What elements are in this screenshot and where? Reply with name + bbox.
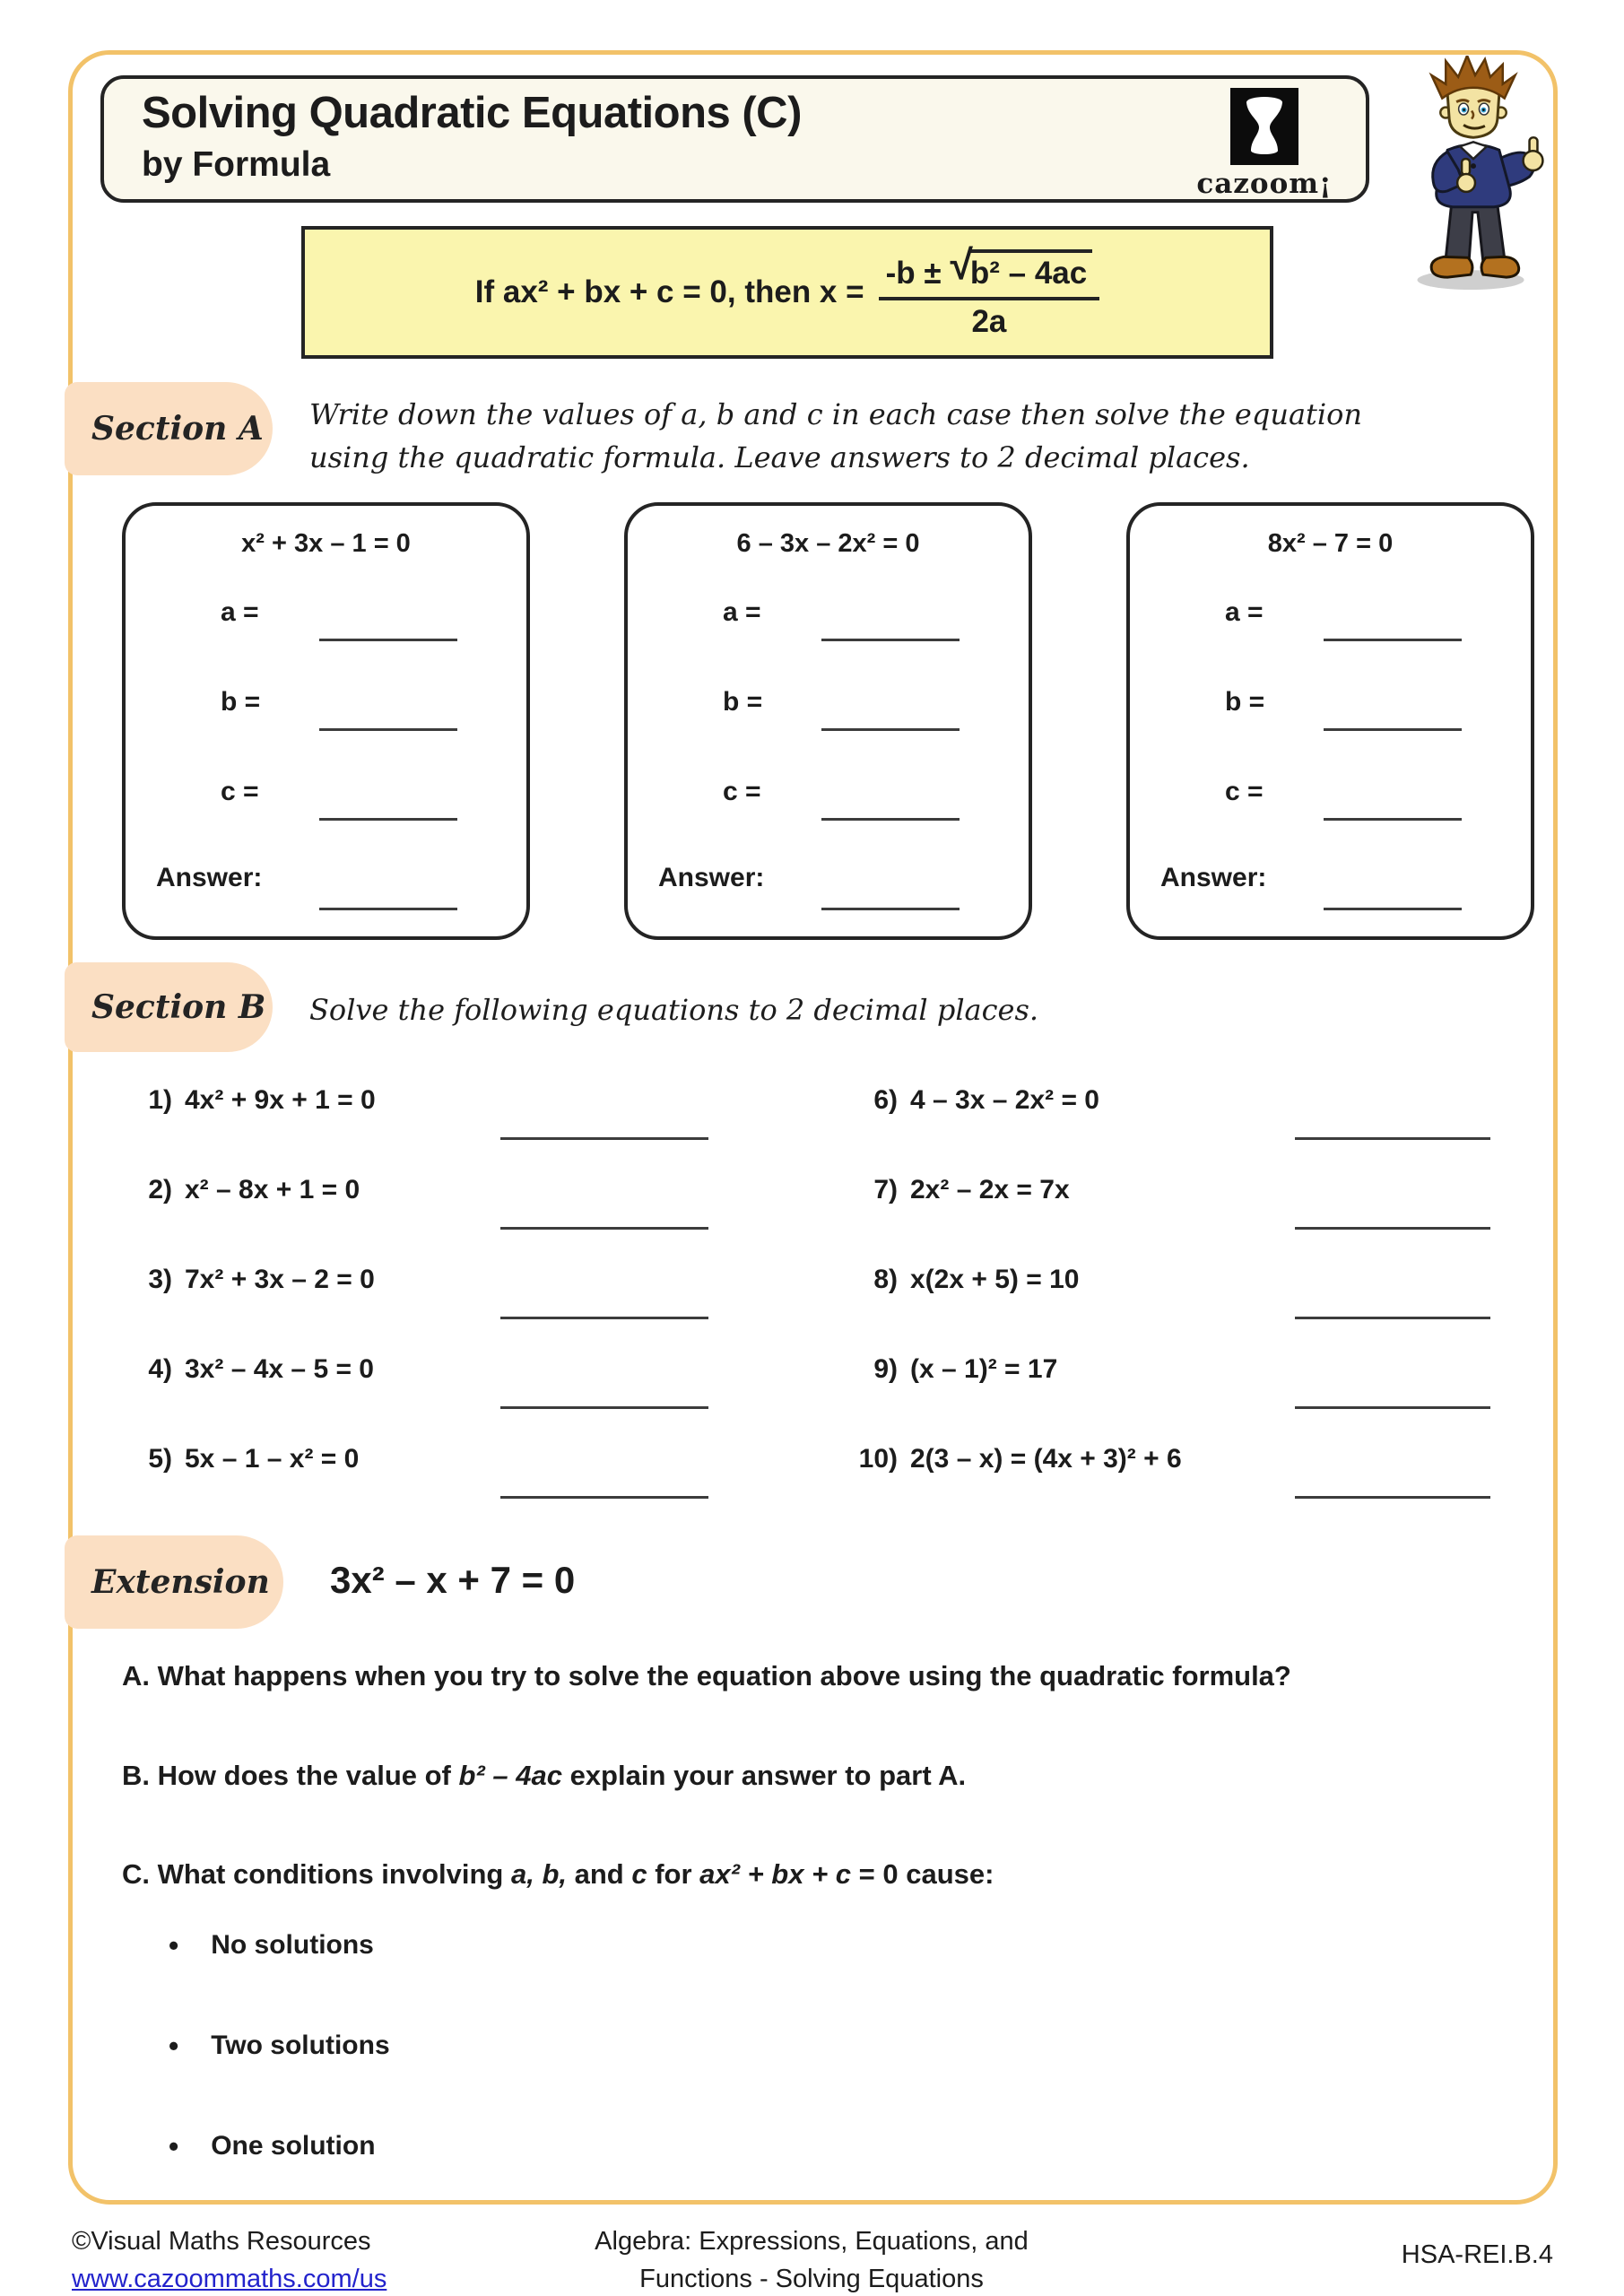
answer-label: Answer: — [658, 863, 765, 892]
bullet-text: One solution — [211, 2131, 376, 2161]
section-b-item — [838, 1175, 1490, 1205]
sb-item-equation: 2(3 – x) = (4x + 3)² + 6 — [910, 1444, 1182, 1474]
sb-item-number: 2) — [148, 1175, 172, 1205]
footer-credit — [72, 2222, 386, 2296]
coefficient-c-blank[interactable] — [1324, 818, 1462, 821]
coefficient-c-row — [1130, 777, 1531, 831]
answer-blank[interactable] — [500, 1317, 708, 1319]
section-b-item — [838, 1354, 1490, 1385]
answer-label: Answer: — [1160, 863, 1267, 892]
formula-numerator-prefix: -b ± — [885, 255, 942, 291]
coefficient-a-label: a = — [723, 597, 761, 627]
formula-denominator: 2a — [971, 303, 1007, 339]
answer-blank[interactable] — [1324, 908, 1462, 910]
cazoom-website-link[interactable]: www.cazoommaths.com/us — [72, 2265, 387, 2294]
coefficient-b-blank[interactable] — [1324, 728, 1462, 731]
coefficient-b-row — [126, 687, 526, 741]
answer-blank[interactable] — [1295, 1137, 1490, 1140]
coefficient-b-label: b = — [221, 687, 261, 717]
section-b-item — [126, 1265, 708, 1295]
answer-blank[interactable] — [500, 1496, 708, 1499]
answer-blank[interactable] — [1295, 1496, 1490, 1499]
bullet-text: Two solutions — [211, 2031, 390, 2060]
problem-equation: 6 – 3x – 2x² = 0 — [736, 529, 920, 558]
page-title: Solving Quadratic Equations (C) — [142, 89, 802, 137]
sb-item-number: 8) — [873, 1265, 898, 1294]
answer-row — [628, 863, 1029, 917]
answer-row — [126, 863, 526, 917]
sb-item-number: 4) — [148, 1354, 172, 1384]
coefficient-b-label: b = — [723, 687, 763, 717]
cazoom-logo — [1188, 88, 1341, 200]
coefficient-b-blank[interactable] — [319, 728, 457, 731]
quadratic-formula-box — [301, 226, 1273, 359]
sb-item-equation: 4x² + 9x + 1 = 0 — [185, 1085, 376, 1115]
extension-label: Extension — [65, 1535, 283, 1629]
section-b-item — [126, 1354, 708, 1385]
answer-blank[interactable] — [1295, 1406, 1490, 1409]
math-expression: b² – 4ac — [458, 1760, 562, 1791]
math-expression: c — [631, 1858, 647, 1890]
sb-item-equation: (x – 1)² = 17 — [910, 1354, 1058, 1384]
coefficient-a-blank[interactable] — [821, 639, 960, 641]
sb-item-number: 6) — [873, 1085, 898, 1115]
standard-code: HSA-REI.B.4 — [1401, 2240, 1553, 2269]
answer-label: Answer: — [156, 863, 263, 892]
section-a-label: Section A — [65, 382, 273, 475]
sb-item-equation: 3x² – 4x – 5 = 0 — [185, 1354, 374, 1384]
extension-question-a: A. What happens when you try to solve the equation above using the quadratic formula? — [122, 1660, 1291, 1692]
sb-item-number: 7) — [873, 1175, 898, 1205]
section-b-item — [126, 1085, 708, 1116]
answer-row — [1130, 863, 1531, 917]
extension-equation: 3x² – x + 7 = 0 — [330, 1559, 576, 1601]
sb-item-number: 3) — [148, 1265, 172, 1294]
square-root-expression — [950, 240, 1093, 291]
coefficient-a-row — [628, 597, 1029, 651]
section-a-problem-card — [122, 502, 530, 940]
sb-item-number: 10) — [858, 1444, 898, 1474]
answer-blank[interactable] — [1295, 1227, 1490, 1230]
coefficient-c-label: c = — [221, 777, 259, 806]
bullet-icon: • — [169, 2030, 179, 2062]
coefficient-b-blank[interactable] — [821, 728, 960, 731]
formula-radicand: b² – 4ac — [968, 249, 1092, 291]
sb-item-equation: 7x² + 3x – 2 = 0 — [185, 1265, 375, 1294]
coefficient-a-blank[interactable] — [319, 639, 457, 641]
coefficient-b-row — [628, 687, 1029, 741]
coefficient-c-blank[interactable] — [821, 818, 960, 821]
section-b-item — [838, 1444, 1490, 1474]
cazoom-drum-icon — [1230, 88, 1298, 165]
copyright-text: ©Visual Maths Resources — [72, 2227, 371, 2256]
sb-item-equation: 2x² – 2x = 7x — [910, 1175, 1070, 1205]
math-expression: ax² + bx + c — [699, 1858, 852, 1890]
coefficient-c-row — [628, 777, 1029, 831]
section-b-item — [838, 1265, 1490, 1295]
section-b-item — [126, 1175, 708, 1205]
answer-blank[interactable] — [500, 1137, 708, 1140]
bullet-text: No solutions — [211, 1930, 374, 1960]
section-a-instruction: Write down the values of a, b and c in each case then solve the equation using the quadratic formula. Leave answers to 2 decimal places. — [309, 397, 1362, 474]
extension-question-b: B. How does the value of b² – 4ac explain your answer to part A. — [122, 1760, 967, 1791]
coefficient-a-row — [1130, 597, 1531, 651]
formula-fraction — [879, 240, 1100, 340]
radical-icon: √ — [950, 240, 973, 288]
sb-item-equation: 5x – 1 – x² = 0 — [185, 1444, 360, 1474]
sb-item-number: 9) — [873, 1354, 898, 1384]
coefficient-a-row — [126, 597, 526, 651]
math-expression: a, b, — [511, 1858, 568, 1890]
sb-item-equation: x² – 8x + 1 = 0 — [185, 1175, 360, 1205]
coefficient-b-row — [1130, 687, 1531, 741]
title-box — [100, 75, 1369, 203]
section-b-item — [126, 1444, 708, 1474]
formula-prefix: If ax² + bx + c = 0, then x = — [474, 274, 864, 309]
mascot-boy-illustration — [1388, 56, 1559, 296]
problem-equation: x² + 3x – 1 = 0 — [241, 529, 411, 558]
answer-blank[interactable] — [500, 1406, 708, 1409]
answer-blank[interactable] — [500, 1227, 708, 1230]
bullet-item — [169, 1930, 374, 1961]
bullet-icon: • — [169, 2130, 179, 2162]
coefficient-a-blank[interactable] — [1324, 639, 1462, 641]
coefficient-c-blank[interactable] — [319, 818, 457, 821]
sb-item-equation: x(2x + 5) = 10 — [910, 1265, 1080, 1294]
sb-item-number: 1) — [148, 1085, 172, 1115]
footer-topic: Algebra: Expressions, Equations, and Functions - Solving Equations — [595, 2227, 1029, 2294]
problem-equation: 8x² – 7 = 0 — [1267, 529, 1394, 558]
section-b-item — [838, 1085, 1490, 1116]
page-subtitle: by Formula — [142, 145, 331, 184]
coefficient-c-row — [126, 777, 526, 831]
section-b-instruction: Solve the following equations to 2 decimal places. — [309, 993, 1039, 1027]
bullet-item — [169, 2031, 390, 2061]
bullet-item — [169, 2131, 376, 2161]
bullet-icon: • — [169, 1929, 179, 1961]
extension-question-c: C. What conditions involving a, b, and c for ax² + bx + c = 0 cause: — [122, 1858, 994, 1890]
cazoom-logo-text: cazoom¡ — [1196, 168, 1333, 200]
coefficient-a-label: a = — [221, 597, 259, 627]
sb-item-number: 5) — [148, 1444, 172, 1474]
section-a-problem-card — [624, 502, 1032, 940]
answer-blank[interactable] — [319, 908, 457, 910]
section-a-problem-card — [1126, 502, 1534, 940]
answer-blank[interactable] — [1295, 1317, 1490, 1319]
sb-item-equation: 4 – 3x – 2x² = 0 — [910, 1085, 1099, 1115]
coefficient-c-label: c = — [723, 777, 761, 806]
coefficient-b-label: b = — [1225, 687, 1265, 717]
answer-blank[interactable] — [821, 908, 960, 910]
coefficient-a-label: a = — [1225, 597, 1264, 627]
section-b-label: Section B — [65, 962, 273, 1052]
coefficient-c-label: c = — [1225, 777, 1264, 806]
